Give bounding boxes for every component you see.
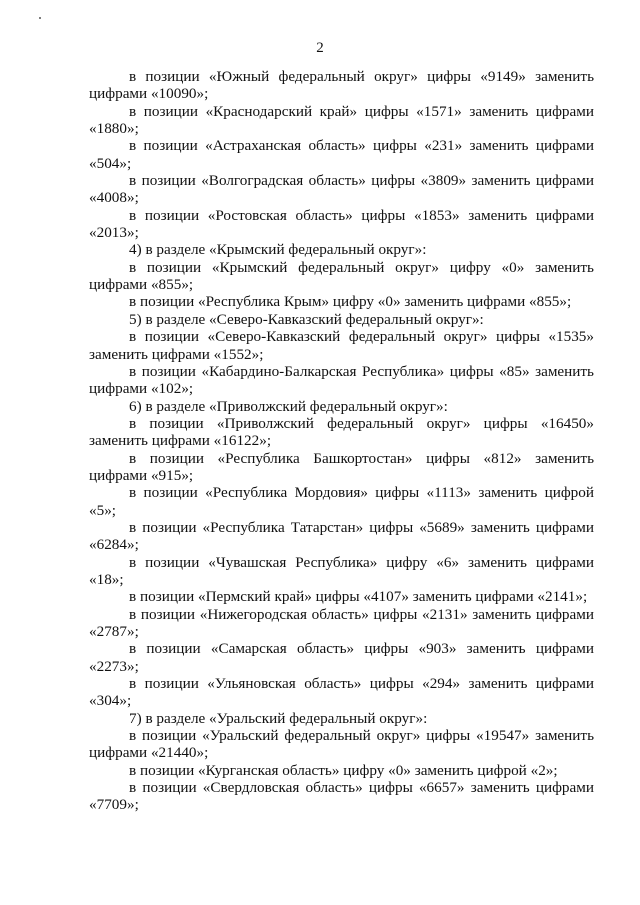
section-heading: 5) в разделе «Северо-Кавказский федеральный округ»: bbox=[129, 310, 484, 328]
paragraph: в позиции «Астраханская область» цифры «231» заменить цифрами «504»; bbox=[89, 137, 594, 172]
paragraph: в позиции «Уральский федеральный округ» цифры «19547» заменить цифрами «21440»; bbox=[89, 727, 594, 762]
paragraph: в позиции «Свердловская область» цифры «6657» заменить цифрами «7709»; bbox=[89, 779, 594, 814]
paragraph: в позиции «Чувашская Республика» цифру «6» заменить цифрами «18»; bbox=[89, 553, 594, 588]
paragraph: в позиции «Волгоградская область» цифры «3809» заменить цифрами «4008»; bbox=[89, 172, 594, 207]
paragraph: в позиции «Крымский федеральный округ» цифру «0» заменить цифрами «855»; bbox=[89, 258, 594, 294]
paragraph: в позиции «Республика Крым» цифру «0» заменить цифрами «855»; bbox=[129, 293, 572, 311]
page-number: 2 bbox=[316, 40, 324, 56]
paragraph: в позиции «Пермский край» цифры «4107» заменить цифрами «2141»; bbox=[129, 588, 588, 606]
section-heading: 7) в разделе «Уральский федеральный округ»: bbox=[129, 709, 428, 727]
paragraph: в позиции «Южный федеральный округ» цифры «9149» заменить цифрами «10090»; bbox=[89, 68, 594, 103]
paragraph: в позиции «Ульяновская область» цифры «294» заменить цифрами «304»; bbox=[89, 675, 594, 710]
paragraph: в позиции «Ростовская область» цифры «1853» заменить цифрами «2013»; bbox=[89, 206, 594, 242]
paragraph: в позиции «Республика Башкортостан» цифры «812» заменить цифрами «915»; bbox=[89, 449, 594, 484]
paragraph: в позиции «Республика Татарстан» цифры «5689» заменить цифрами «6284»; bbox=[89, 518, 594, 554]
document-body bbox=[89, 68, 594, 814]
paragraph: в позиции «Кабардино-Балкарская Республика» цифры «85» заменить цифрами «102»; bbox=[89, 362, 594, 398]
section-heading: 4) в разделе «Крымский федеральный округ»: bbox=[129, 241, 427, 259]
scan-speck bbox=[39, 17, 41, 19]
paragraph: в позиции «Северо-Кавказский федеральный округ» цифры «1535» заменить цифрами «1552»; bbox=[89, 328, 594, 363]
paragraph: в позиции «Республика Мордовия» цифры «1113» заменить цифрой «5»; bbox=[89, 484, 594, 519]
paragraph: в позиции «Курганская область» цифру «0» заменить цифрой «2»; bbox=[129, 761, 558, 779]
section-heading: 6) в разделе «Приволжский федеральный округ»: bbox=[129, 397, 448, 415]
paragraph: в позиции «Приволжский федеральный округ» цифры «16450» заменить цифрами «16122»; bbox=[89, 414, 594, 450]
paragraph: в позиции «Самарская область» цифры «903» заменить цифрами «2273»; bbox=[89, 640, 594, 675]
paragraph: в позиции «Нижегородская область» цифры «2131» заменить цифрами «2787»; bbox=[89, 605, 594, 640]
paragraph: в позиции «Краснодарский край» цифры «1571» заменить цифрами «1880»; bbox=[89, 102, 594, 138]
